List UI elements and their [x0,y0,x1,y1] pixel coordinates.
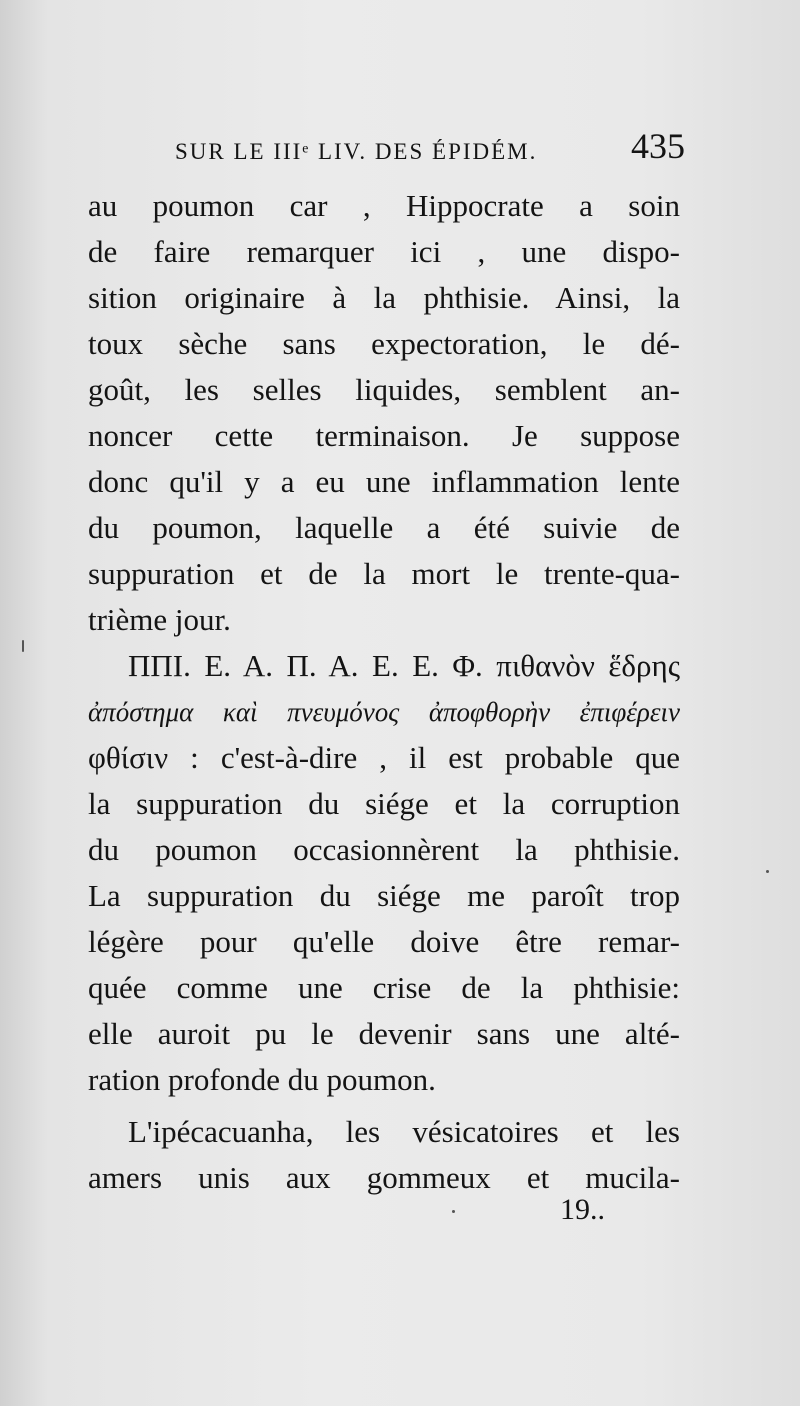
text-line: goût, les selles liquides, semblent an- [88,372,680,407]
signature-mark: 19.. [560,1193,605,1226]
greek-citation-line: ΠΠΙ. Ε. Α. Π. Α. Ε. Ε. Φ. πιθανὸν ἕδρης [128,648,680,683]
text-line: trième jour. [88,602,231,637]
text-line: du poumon occasionnèrent la phthisie. [88,832,680,867]
page-header [175,125,685,175]
text-line: quée comme une crise de la phthisie: [88,970,680,1005]
text-line: au poumon car , Hippocrate a soin [88,188,680,223]
text-line: donc qu'il y a eu une inflammation lente [88,464,680,499]
text-line: légère pour qu'elle doive être remar- [88,924,680,959]
body-text [88,183,680,1201]
page-number: 435 [631,126,685,166]
text-line: L'ipécacuanha, les vésicatoires et les [128,1114,680,1149]
text-line: elle auroit pu le devenir sans une alté- [88,1016,680,1051]
text-line: sition originaire à la phthisie. Ainsi, la [88,280,680,315]
greek-citation-line: ἀπόστημα καὶ πνευμόνος ἀποφθορὴν ἐπιφέρειν [88,697,680,727]
text-line: amers unis aux gommeux et mucila- [88,1160,680,1195]
text-line: noncer cette terminaison. Je suppose [88,418,680,453]
paper-speck [766,870,769,873]
paper-speck [452,1210,455,1213]
text-line: La suppuration du siége me paroît trop [88,878,680,913]
text-line: ration profonde du poumon. [88,1062,436,1097]
text-line: toux sèche sans expectoration, le dé- [88,326,680,361]
text-line: de faire remarquer ici , une dispo- [88,234,680,269]
text-line: la suppuration du siége et la corruption [88,786,680,821]
running-head: SUR LE IIIᵉ LIV. DES ÉPIDÉM. [175,139,538,164]
text-line: φθίσιν : c'est-à-dire , il est probable que [88,740,680,775]
paper-speck [22,640,24,652]
text-line: du poumon, laquelle a été suivie de [88,510,680,545]
text-line: suppuration et de la mort le trente-qua- [88,556,680,591]
